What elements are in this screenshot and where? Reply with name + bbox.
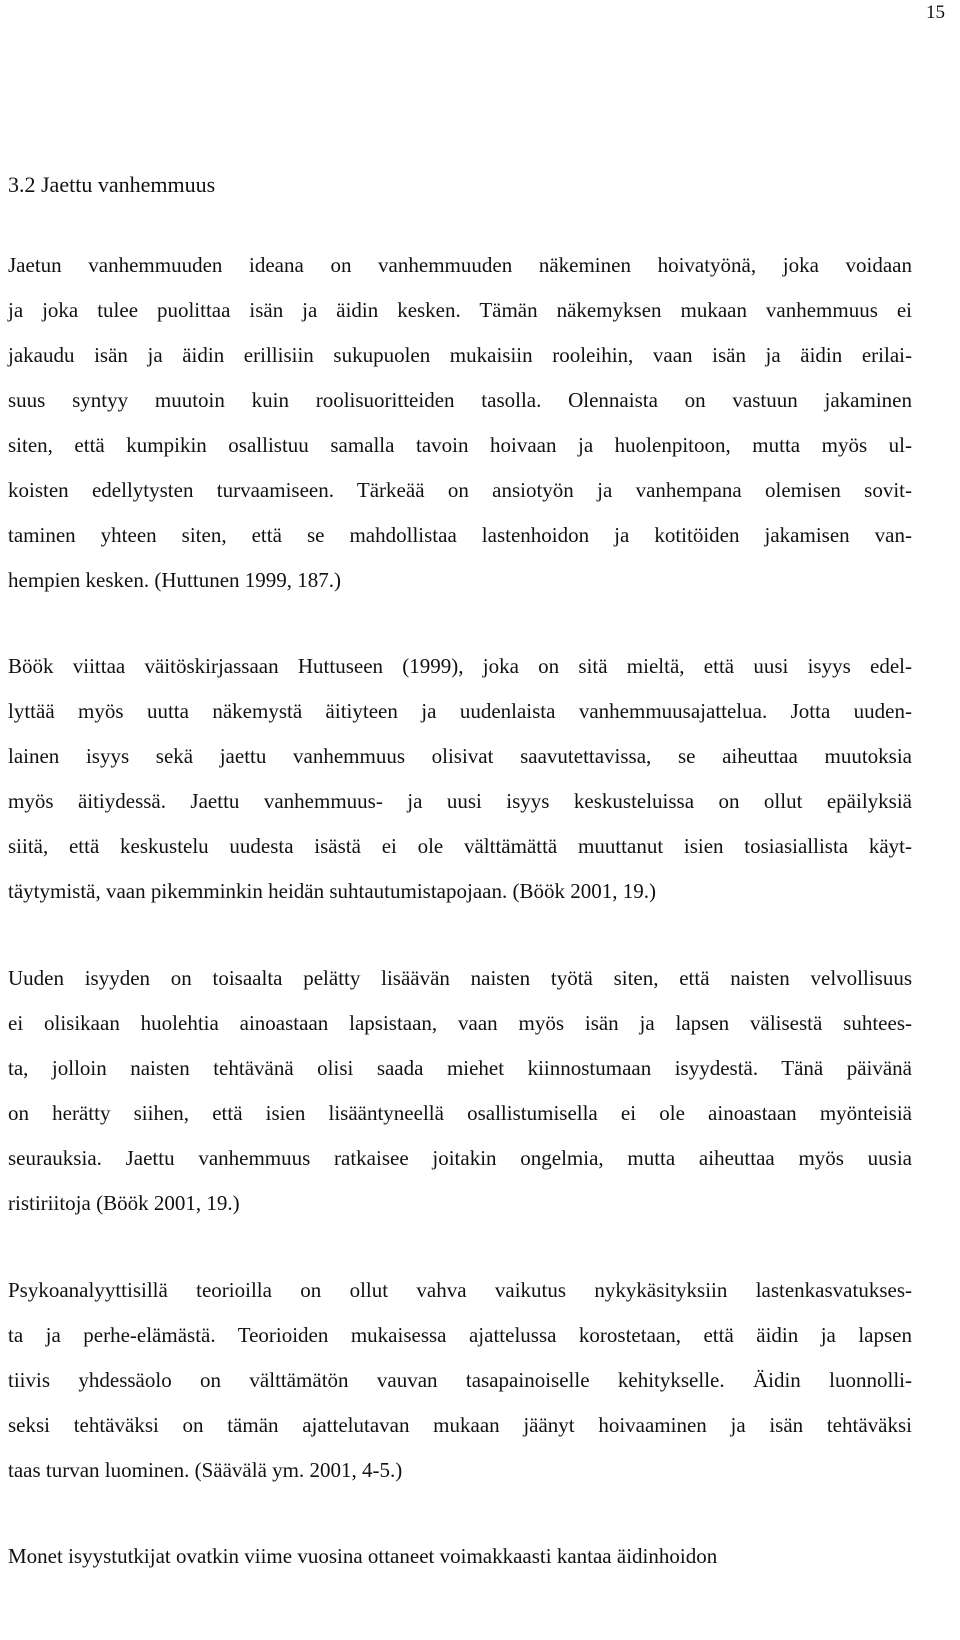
text-line: ristiriitoja (Böök 2001, 19.) [8, 1191, 240, 1215]
text-line: lyttää myös uutta näkemystä äitiyteen ja uudenlaista vanhemmuusajattelua. Jotta uuden- [8, 699, 912, 723]
text-line: Psykoanalyyttisillä teorioilla on ollut vahva vaikutus nykykäsityksiin lastenkasvatukses- [8, 1278, 912, 1302]
text-line: suus syntyy muutoin kuin roolisuoritteiden tasolla. Olennaista on vastuun jakaminen [8, 388, 912, 412]
text-line: hempien kesken. (Huttunen 1999, 187.) [8, 568, 342, 592]
page-number: 15 [926, 2, 945, 23]
text-line: on herätty siihen, että isien lisääntyneellä osallistumisella ei ole ainoastaan myönteisiä [8, 1101, 912, 1125]
text-line: seurauksia. Jaettu vanhemmuus ratkaisee joitakin ongelmia, mutta aiheuttaa myös uusia [8, 1146, 912, 1170]
text-line: lainen isyys sekä jaettu vanhemmuus olisivat saavutettavissa, se aiheuttaa muutoksia [8, 744, 912, 768]
text-line: Böök viittaa väitöskirjassaan Huttuseen (1999), joka on sitä mieltä, että uusi isyys edel- [8, 654, 912, 678]
text-line: tiivis yhdessäolo on välttämätön vauvan tasapainoiselle kehitykselle. Äidin luonnolli- [8, 1368, 912, 1392]
section-heading: 3.2 Jaettu vanhemmuus [8, 172, 216, 197]
text-line: ta ja perhe-elämästä. Teorioiden mukaisessa ajattelussa korostetaan, että äidin ja lapsen [8, 1323, 912, 1347]
text-line: koisten edellytysten turvaamiseen. Tärkeää on ansiotyön ja vanhempana olemisen sovit- [8, 478, 912, 502]
text-line: taminen yhteen siten, että se mahdollistaa lastenhoidon ja kotitöiden jakamisen van- [8, 523, 912, 547]
text-line: ei olisikaan huolehtia ainoastaan lapsistaan, vaan myös isän ja lapsen välisestä suhtees- [8, 1011, 912, 1035]
text-line: Monet isyystutkijat ovatkin viime vuosina ottaneet voimakkaasti kantaa äidinhoidon [8, 1544, 718, 1568]
text-line: Jaetun vanhemmuuden ideana on vanhemmuuden näkeminen hoivatyönä, joka voidaan [8, 253, 912, 277]
text-line: myös äitiydessä. Jaettu vanhemmuus- ja uusi isyys keskusteluissa on ollut epäilyksiä [8, 789, 912, 813]
text-line: seksi tehtäväksi on tämän ajattelutavan mukaan jäänyt hoivaaminen ja isän tehtäväksi [8, 1413, 912, 1437]
text-line: siitä, että keskustelu uudesta isästä ei ole välttämättä muuttanut isien tosiasiallista käyt- [8, 834, 912, 858]
text-line: siten, että kumpikin osallistuu samalla tavoin hoivaan ja huolenpitoon, mutta myös ul- [8, 433, 912, 457]
text-line: ta, jolloin naisten tehtävänä olisi saada miehet kiinnostumaan isyydestä. Tänä päivänä [8, 1056, 912, 1080]
text-line: ja joka tulee puolittaa isän ja äidin kesken. Tämän näkemyksen mukaan vanhemmuus ei [8, 298, 912, 322]
text-line: taas turvan luominen. (Säävälä ym. 2001, 4-5.) [8, 1458, 403, 1482]
text-line: jakaudu isän ja äidin erillisiin sukupuolen mukaisiin rooleihin, vaan isän ja äidin erilai- [8, 343, 912, 367]
text-line: täytymistä, vaan pikemminkin heidän suhtautumistapojaan. (Böök 2001, 19.) [8, 879, 656, 903]
text-line: Uuden isyyden on toisaalta pelätty lisäävän naisten työtä siten, että naisten velvollisuus [8, 966, 912, 990]
